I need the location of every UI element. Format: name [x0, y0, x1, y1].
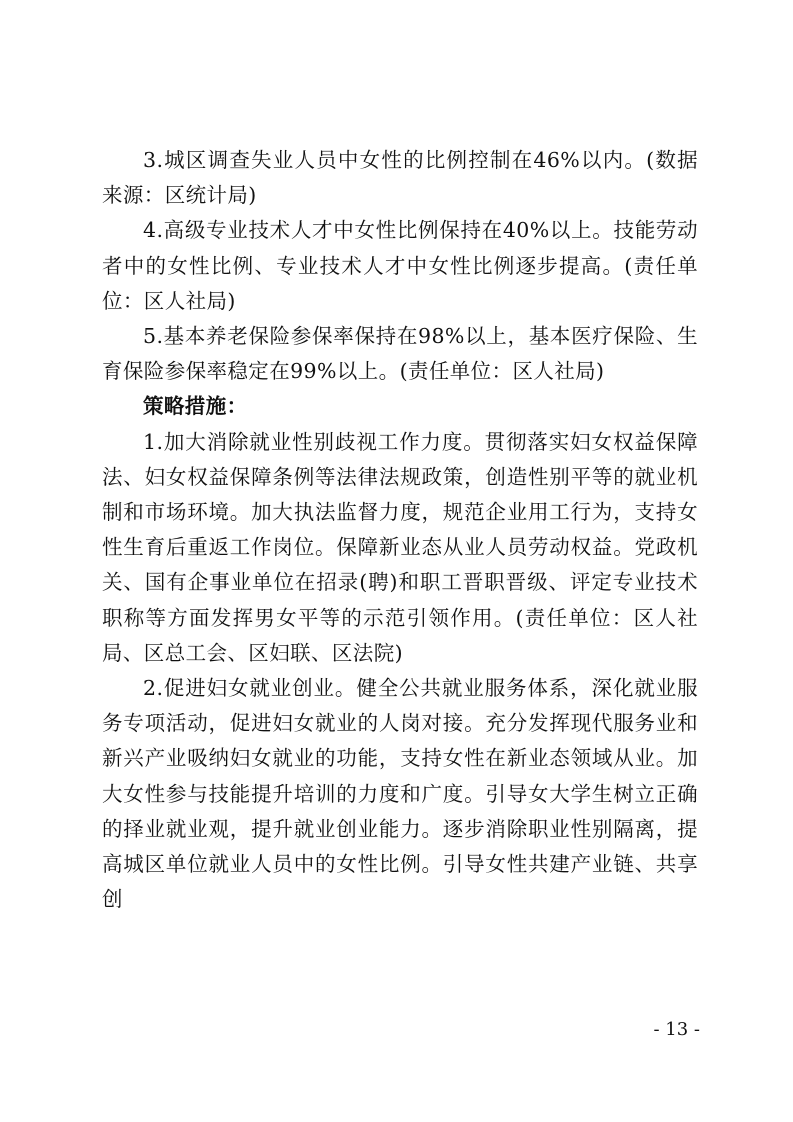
paragraph-target-4: 4.高级专业技术人才中女性比例保持在40%以上。技能劳动者中的女性比例、专业技术人才中女性比例逐步提高。(责任单位：区人社局): [102, 218, 698, 313]
page-number: - 13 -: [653, 1019, 700, 1040]
section-heading: 策略措施：: [143, 394, 248, 419]
paragraph-target-5: 5.基本养老保险参保率保持在98%以上，基本医疗保险、生育保险参保率稳定在99%以上。(责任单位：区人社局): [102, 324, 698, 384]
paragraph-target-3: 3.城区调查失业人员中女性的比例控制在46%以内。(数据来源：区统计局): [102, 148, 698, 208]
paragraph-measure-1: 1.加大消除就业性别歧视工作力度。贯彻落实妇女权益保障法、妇女权益保障条例等法律法规政策，创造性别平等的就业机制和市场环境。加大执法监督力度，规范企业用工行为，支持女性生育后重返工作岗位。保障新业态从业人员劳动权益。党政机关、国有企事业单位在招录(聘)和职工晋职晋级、评定专业技术职称等方面发挥男女平等的示范引领作用。(责任单位：区人社局、区总工会、区妇联、区法院): [102, 429, 698, 665]
paragraph-measure-2: 2.促进妇女就业创业。健全公共就业服务体系，深化就业服务专项活动，促进妇女就业的人岗对接。充分发挥现代服务业和新兴产业吸纳妇女就业的功能，支持女性在新业态领域从业。加大女性参与技能提升培训的力度和广度。引导女大学生树立正确的择业就业观，提升就业创业能力。逐步消除职业性别隔离，提高城区单位就业人员中的女性比例。引导女性共建产业链、共享创: [102, 676, 698, 912]
body-text: [102, 143, 698, 917]
